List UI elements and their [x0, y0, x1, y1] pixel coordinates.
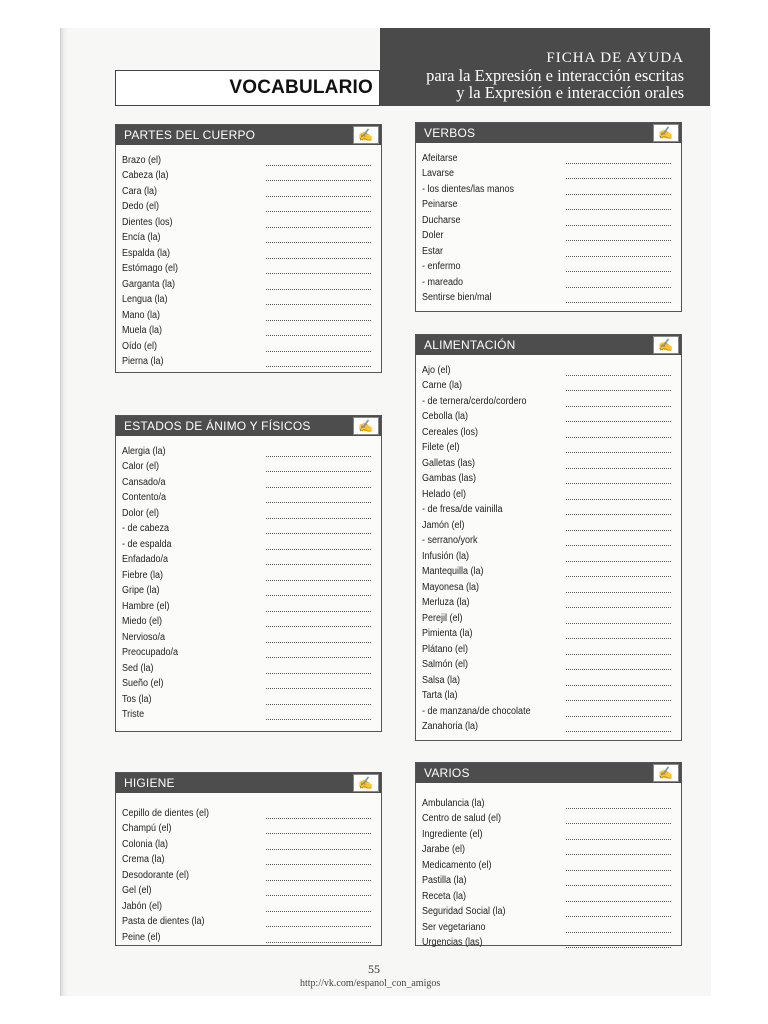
- vocab-row: [422, 933, 675, 949]
- answer-line[interactable]: [566, 154, 671, 164]
- vocab-term: - serrano/york: [422, 535, 478, 546]
- answer-line[interactable]: [266, 524, 371, 534]
- vocab-term: Cabeza (la): [122, 170, 169, 181]
- vocab-term: Peine (el): [122, 931, 161, 943]
- answer-line[interactable]: [566, 645, 671, 655]
- answer-line[interactable]: [566, 923, 671, 933]
- vocab-row: [422, 824, 675, 840]
- vocab-term: Lengua (la): [122, 294, 168, 305]
- vocab-row: [122, 352, 375, 368]
- vocab-row: [122, 612, 375, 628]
- vocab-term: Cara (la): [122, 185, 158, 197]
- answer-line[interactable]: [266, 249, 371, 259]
- vocab-term: Cepillo de dientes (el): [122, 807, 210, 819]
- vocab-row: [122, 803, 375, 819]
- vocab-term: Desodorante (el): [122, 869, 190, 881]
- answer-line[interactable]: [566, 814, 671, 824]
- vocab-term: Urgencias (las): [422, 937, 483, 948]
- vocab-term: Gel (el): [122, 885, 152, 896]
- vocab-row: [122, 927, 375, 943]
- answer-line[interactable]: [566, 598, 671, 608]
- section-heading: [116, 773, 381, 793]
- vocab-row: [122, 181, 375, 197]
- vocab-term: Pastilla (la): [422, 875, 467, 886]
- vocab-term: Dolor (el): [122, 507, 160, 519]
- section-heading-label: ALIMENTACIÓN: [424, 338, 516, 352]
- answer-line[interactable]: [266, 447, 371, 457]
- vocab-row: [122, 850, 375, 866]
- answer-line[interactable]: [266, 311, 371, 321]
- vocab-term: Enfadado/a: [122, 554, 169, 565]
- vocab-term: Jarabe (el): [422, 844, 466, 855]
- vocab-term: Sentirse bien/mal: [422, 292, 492, 303]
- answer-line[interactable]: [566, 907, 671, 917]
- vocab-row: [422, 500, 675, 516]
- vocab-term: Pasta de dientes (la): [122, 916, 205, 927]
- vocab-row: [122, 321, 375, 337]
- answer-line[interactable]: [566, 381, 671, 391]
- vocab-row: [122, 550, 375, 566]
- vocab-term: - de espalda: [122, 538, 172, 550]
- section-heading: [416, 123, 681, 143]
- vocab-term: Salmón (el): [422, 659, 469, 670]
- pencil-edit-icon: ✍: [353, 417, 379, 435]
- vocab-term: Pierna (la): [122, 356, 164, 367]
- answer-line[interactable]: [566, 200, 671, 210]
- answer-line[interactable]: [566, 397, 671, 407]
- vocab-term: Cereales (los): [422, 426, 479, 438]
- vocab-row: [422, 840, 675, 856]
- vocab-row: [122, 865, 375, 881]
- vocab-row: [122, 150, 375, 166]
- vocab-term: Afeitarse: [422, 152, 458, 164]
- answer-line[interactable]: [266, 326, 371, 336]
- answer-line[interactable]: [566, 366, 671, 376]
- vocab-term: Perejil (el): [422, 612, 463, 624]
- vocab-row: [422, 257, 675, 273]
- vocab-term: - mareado: [422, 276, 464, 288]
- answer-line[interactable]: [566, 799, 671, 809]
- answer-line[interactable]: [266, 648, 371, 658]
- vocab-term: - los dientes/las manos: [422, 183, 515, 195]
- vocab-row: [422, 855, 675, 871]
- section-heading: [416, 335, 681, 355]
- vocab-row: [122, 228, 375, 244]
- answer-line[interactable]: [266, 233, 371, 243]
- answer-line[interactable]: [566, 660, 671, 670]
- vocab-row: [122, 457, 375, 473]
- section-heading: [116, 125, 381, 145]
- vocab-row: [422, 608, 675, 624]
- vocab-row: [122, 441, 375, 457]
- vocab-row: [122, 658, 375, 674]
- section-estados: [115, 415, 382, 732]
- vocab-row: [122, 274, 375, 290]
- vocab-row: [422, 179, 675, 195]
- answer-line[interactable]: [566, 845, 671, 855]
- vocab-row: [122, 243, 375, 259]
- vocab-row: [122, 689, 375, 705]
- vocab-term: Estómago (el): [122, 263, 179, 274]
- answer-line[interactable]: [566, 567, 671, 577]
- vocab-term: Sed (la): [122, 662, 154, 674]
- vocab-term: Salsa (la): [422, 674, 461, 686]
- answer-line[interactable]: [266, 540, 371, 550]
- vocab-term: Tos (la): [122, 693, 152, 705]
- vocab-row: [122, 565, 375, 581]
- answer-line[interactable]: [266, 855, 371, 865]
- vocab-term: Ser vegetariano: [422, 921, 486, 933]
- vocab-term: Infusión (la): [422, 550, 470, 562]
- vocab-term: Zanahoria (la): [422, 721, 479, 732]
- answer-line[interactable]: [266, 824, 371, 834]
- answer-line[interactable]: [566, 247, 671, 257]
- answer-line[interactable]: [266, 871, 371, 881]
- vocab-term: Mano (la): [122, 309, 161, 321]
- vocab-row: [422, 871, 675, 887]
- answer-line[interactable]: [266, 478, 371, 488]
- vocab-term: Preocupado/a: [122, 647, 179, 658]
- vocab-row: [422, 593, 675, 609]
- vocab-row: [422, 639, 675, 655]
- pencil-edit-icon: ✍: [353, 774, 379, 792]
- vocab-term: Espalda (la): [122, 247, 171, 259]
- answer-line[interactable]: [266, 493, 371, 503]
- section-heading-label: HIGIENE: [124, 776, 175, 790]
- section-heading-label: ESTADOS DE ÁNIMO Y FÍSICOS: [124, 419, 311, 433]
- vocab-term: Carne (la): [422, 380, 463, 391]
- answer-line[interactable]: [266, 264, 371, 274]
- vocab-row: [422, 272, 675, 288]
- vocab-row: [122, 581, 375, 597]
- vocab-row: [422, 655, 675, 671]
- answer-line[interactable]: [266, 679, 371, 689]
- answer-line[interactable]: [566, 722, 671, 732]
- answer-line[interactable]: [266, 902, 371, 912]
- section-verbos: [415, 122, 682, 312]
- vocab-term: Sueño (el): [122, 678, 164, 689]
- vocab-row: [422, 717, 675, 733]
- vocab-term: Peinarse: [422, 199, 458, 210]
- vocab-term: Hambre (el): [122, 600, 170, 612]
- vocab-row: [422, 793, 675, 809]
- vocab-term: Encía (la): [122, 232, 161, 243]
- vocab-term: Ambulancia (la): [422, 797, 485, 809]
- item-list: [116, 145, 381, 367]
- vocab-term: Miedo (el): [122, 616, 163, 627]
- vocab-term: Colonia (la): [122, 838, 169, 850]
- vocab-row: [122, 674, 375, 690]
- vocab-term: Ingrediente (el): [422, 828, 483, 840]
- vocab-term: Merluza (la): [422, 597, 470, 608]
- vocab-term: Plátano (el): [422, 643, 469, 655]
- vocab-term: Dedo (el): [122, 201, 160, 212]
- vocab-term: Cebolla (la): [422, 411, 469, 422]
- vocab-term: Jamón (el): [422, 519, 465, 531]
- vocab-row: [422, 407, 675, 423]
- vocab-term: Receta (la): [422, 890, 467, 902]
- vocab-term: Contento/a: [122, 492, 167, 503]
- vocab-term: Tarta (la): [422, 690, 458, 701]
- vocab-term: Crema (la): [122, 854, 165, 865]
- vocab-row: [122, 503, 375, 519]
- answer-line[interactable]: [566, 428, 671, 438]
- item-list: [416, 783, 681, 948]
- answer-line[interactable]: [566, 490, 671, 500]
- pencil-edit-icon: ✍: [353, 126, 379, 144]
- vocab-row: [122, 834, 375, 850]
- section-heading: [116, 416, 381, 436]
- answer-line[interactable]: [566, 583, 671, 593]
- section-higiene: [115, 772, 382, 946]
- vocab-row: [122, 705, 375, 721]
- vocab-row: [422, 562, 675, 578]
- vocab-row: [422, 886, 675, 902]
- answer-line[interactable]: [566, 938, 671, 948]
- vocab-term: Mantequilla (la): [422, 566, 484, 577]
- vocab-row: [422, 148, 675, 164]
- answer-line[interactable]: [266, 202, 371, 212]
- vocab-term: Gripe (la): [122, 585, 160, 596]
- header-banner: [380, 28, 710, 106]
- answer-line[interactable]: [266, 280, 371, 290]
- vocab-row: [422, 288, 675, 304]
- vocab-term: Seguridad Social (la): [422, 906, 506, 917]
- vocab-row: [122, 519, 375, 535]
- answer-line[interactable]: [266, 218, 371, 228]
- vocab-term: Pimienta (la): [422, 628, 473, 639]
- vocab-term: Oído (el): [122, 340, 158, 352]
- vocab-term: Triste: [122, 709, 145, 720]
- item-list: [416, 143, 681, 303]
- vocab-row: [122, 819, 375, 835]
- answer-line[interactable]: [566, 521, 671, 531]
- vocab-row: [422, 422, 675, 438]
- answer-line[interactable]: [566, 443, 671, 453]
- vocab-term: Alergia (la): [122, 445, 166, 457]
- answer-line[interactable]: [566, 231, 671, 241]
- vocab-term: Medicamento (el): [422, 859, 492, 871]
- answer-line[interactable]: [266, 809, 371, 819]
- vocab-term: Dientes (los): [122, 216, 173, 228]
- section-partes-del-cuerpo: [115, 124, 382, 373]
- answer-line[interactable]: [266, 917, 371, 927]
- answer-line[interactable]: [266, 633, 371, 643]
- vocab-term: Centro de salud (el): [422, 813, 502, 824]
- page-number: 55: [368, 962, 380, 976]
- vocab-row: [122, 197, 375, 213]
- vocab-term: - de manzana/de chocolate: [422, 705, 531, 717]
- vocab-row: [422, 624, 675, 640]
- vocab-row: [122, 627, 375, 643]
- vocab-row: [122, 290, 375, 306]
- answer-line[interactable]: [266, 509, 371, 519]
- vocab-term: Estar: [422, 245, 444, 257]
- vocab-term: - enfermo: [422, 261, 461, 272]
- vocab-term: Nervioso/a: [122, 631, 166, 643]
- vocab-row: [122, 166, 375, 182]
- vocab-row: [422, 376, 675, 392]
- section-heading-label: VERBOS: [424, 126, 476, 140]
- vocab-row: [422, 577, 675, 593]
- answer-line[interactable]: [266, 342, 371, 352]
- vocab-row: [122, 881, 375, 897]
- vocab-term: Gambas (las): [422, 473, 477, 484]
- vocab-row: [122, 305, 375, 321]
- answer-line[interactable]: [566, 185, 671, 195]
- vocab-row: [422, 164, 675, 180]
- answer-line[interactable]: [266, 617, 371, 627]
- section-heading-label: VARIOS: [424, 766, 470, 780]
- answer-line[interactable]: [566, 676, 671, 686]
- vocab-row: [122, 259, 375, 275]
- vocab-row: [422, 701, 675, 717]
- answer-line[interactable]: [566, 861, 671, 871]
- vocab-row: [422, 195, 675, 211]
- item-list: [116, 436, 381, 720]
- answer-line[interactable]: [566, 216, 671, 226]
- vocab-row: [422, 469, 675, 485]
- vocab-row: [122, 472, 375, 488]
- vocab-term: Lavarse: [422, 168, 455, 179]
- vocab-term: Muela (la): [122, 325, 163, 336]
- answer-line[interactable]: [266, 695, 371, 705]
- answer-line[interactable]: [566, 830, 671, 840]
- answer-line[interactable]: [266, 156, 371, 166]
- vocab-term: Ducharse: [422, 214, 461, 226]
- answer-line[interactable]: [266, 586, 371, 596]
- section-varios: [415, 762, 682, 946]
- vocab-row: [422, 226, 675, 242]
- answer-line[interactable]: [266, 933, 371, 943]
- vocab-term: Doler: [422, 230, 444, 241]
- vocab-term: Fiebre (la): [122, 569, 164, 581]
- vocab-term: - de fresa/de vainilla: [422, 504, 503, 515]
- pencil-edit-icon: ✍: [653, 336, 679, 354]
- vocab-row: [422, 360, 675, 376]
- vocab-row: [422, 241, 675, 257]
- answer-line[interactable]: [566, 459, 671, 469]
- answer-line[interactable]: [566, 505, 671, 515]
- vocab-row: [422, 210, 675, 226]
- answer-line[interactable]: [566, 474, 671, 484]
- vocab-term: Calor (el): [122, 461, 160, 472]
- section-heading-label: PARTES DEL CUERPO: [124, 128, 256, 142]
- vocab-term: Garganta (la): [122, 278, 176, 290]
- banner-title: FICHA DE AYUDA: [546, 50, 684, 66]
- vocab-row: [122, 488, 375, 504]
- page-title: VOCABULARIO: [229, 77, 373, 98]
- vocab-row: [122, 643, 375, 659]
- vocab-row: [422, 809, 675, 825]
- title-box: [115, 70, 380, 106]
- vocab-term: Ajo (el): [422, 364, 451, 376]
- answer-line[interactable]: [566, 552, 671, 562]
- vocab-term: Mayonesa (la): [422, 581, 480, 593]
- answer-line[interactable]: [566, 629, 671, 639]
- answer-line[interactable]: [266, 664, 371, 674]
- answer-line[interactable]: [266, 462, 371, 472]
- answer-line[interactable]: [266, 602, 371, 612]
- vocab-term: Filete (el): [422, 442, 460, 453]
- answer-line[interactable]: [266, 710, 371, 720]
- vocab-row: [122, 596, 375, 612]
- footer-url: http://vk.com/espanol_con_amigos: [300, 978, 441, 989]
- vocab-term: Helado (el): [422, 488, 467, 500]
- answer-line[interactable]: [566, 614, 671, 624]
- vocab-term: Brazo (el): [122, 154, 162, 166]
- vocab-row: [422, 515, 675, 531]
- banner-subtitle-2: y la Expresión e interacción orales: [456, 83, 684, 102]
- vocab-row: [422, 484, 675, 500]
- answer-line[interactable]: [566, 169, 671, 179]
- answer-line[interactable]: [266, 555, 371, 565]
- answer-line[interactable]: [566, 892, 671, 902]
- answer-line[interactable]: [566, 536, 671, 546]
- answer-line[interactable]: [566, 262, 671, 272]
- vocab-row: [122, 896, 375, 912]
- vocab-term: - de ternera/cerdo/cordero: [422, 395, 527, 407]
- vocab-row: [422, 917, 675, 933]
- answer-line[interactable]: [266, 840, 371, 850]
- vocab-row: [122, 336, 375, 352]
- section-alimentacion: [415, 334, 682, 741]
- vocab-row: [422, 902, 675, 918]
- answer-line[interactable]: [266, 295, 371, 305]
- answer-line[interactable]: [266, 571, 371, 581]
- answer-line[interactable]: [266, 171, 371, 181]
- vocab-row: [422, 670, 675, 686]
- answer-line[interactable]: [566, 876, 671, 886]
- vocab-row: [422, 531, 675, 547]
- answer-line[interactable]: [566, 278, 671, 288]
- answer-line[interactable]: [266, 187, 371, 197]
- vocab-row: [422, 546, 675, 562]
- pencil-edit-icon: ✍: [653, 124, 679, 142]
- vocab-row: [422, 686, 675, 702]
- vocab-row: [422, 453, 675, 469]
- answer-line[interactable]: [266, 886, 371, 896]
- vocab-term: Jabón (el): [122, 900, 163, 912]
- answer-line[interactable]: [566, 293, 671, 303]
- item-list: [416, 355, 681, 732]
- banner-subtitle-1: para la Expresión e interacción escritas: [426, 66, 684, 85]
- answer-line[interactable]: [266, 357, 371, 367]
- section-heading: [416, 763, 681, 783]
- vocab-row: [422, 438, 675, 454]
- answer-line[interactable]: [566, 412, 671, 422]
- vocab-term: Champú (el): [122, 823, 172, 834]
- vocab-row: [122, 534, 375, 550]
- answer-line[interactable]: [566, 707, 671, 717]
- vocab-term: Cansado/a: [122, 476, 166, 488]
- vocab-term: - de cabeza: [122, 523, 170, 534]
- vocab-term: Galletas (las): [422, 457, 476, 469]
- vocab-row: [122, 912, 375, 928]
- vocab-row: [122, 212, 375, 228]
- item-list: [116, 793, 381, 943]
- answer-line[interactable]: [566, 691, 671, 701]
- vocab-row: [422, 391, 675, 407]
- pencil-edit-icon: ✍: [653, 764, 679, 782]
